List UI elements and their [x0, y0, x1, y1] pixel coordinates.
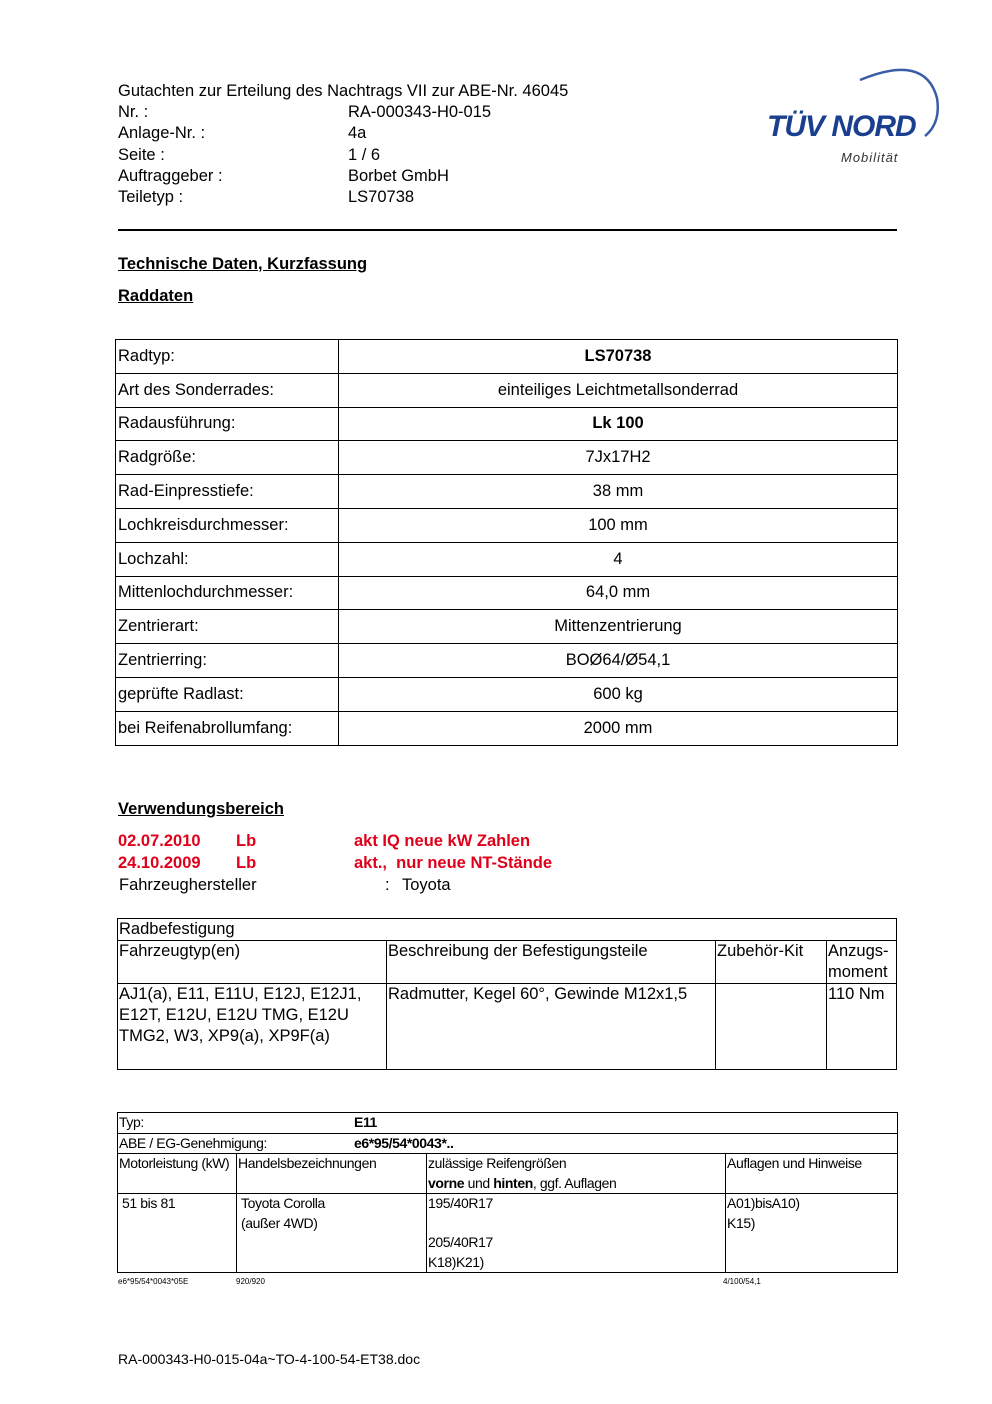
document-footer: RA-000343-H0-015-04a~TO-4-100-54-ET38.doc	[118, 1351, 421, 1367]
row-value: einteiliges Leichtmetallsonderrad	[339, 373, 898, 407]
change-date: 24.10.2009	[118, 854, 201, 872]
table-row	[118, 919, 897, 941]
hersteller-value: Toyota	[402, 876, 451, 894]
table-header-row	[118, 941, 897, 984]
row-label: geprüfte Radlast:	[116, 677, 339, 711]
table-row	[116, 407, 898, 441]
table-row	[116, 711, 898, 745]
table-row	[118, 1113, 898, 1134]
row-label: Mittenlochdurchmesser:	[116, 576, 339, 610]
change-date: 02.07.2010	[118, 832, 201, 850]
typ-label: Typ:	[119, 1114, 144, 1130]
column-header: Fahrzeugtyp(en)	[118, 941, 387, 984]
hersteller-separator: :	[385, 876, 390, 894]
row-value: 38 mm	[339, 475, 898, 509]
hersteller-label: Fahrzeughersteller	[119, 876, 257, 894]
column-header: Zubehör-Kit	[716, 941, 827, 984]
table-row	[116, 508, 898, 542]
column-header: Handelsbezeichnungen	[237, 1154, 427, 1194]
row-value: BOØ64/Ø54,1	[339, 644, 898, 678]
table-row	[116, 576, 898, 610]
change-author: Lb	[236, 832, 257, 850]
row-label: Zentrierart:	[116, 610, 339, 644]
row-label: Radausführung:	[116, 407, 339, 441]
header-field: Nr. : RA-000343-H0-015	[118, 103, 492, 122]
row-value: 7Jx17H2	[339, 441, 898, 475]
table-row	[118, 984, 897, 1070]
table-row	[116, 373, 898, 407]
table-row	[118, 1194, 898, 1273]
auflagen-cell: A01)bisA10) K15)	[726, 1194, 898, 1273]
abe-label: ABE / EG-Genehmigung:	[119, 1134, 268, 1151]
column-header: Beschreibung der Befestigungsteile	[387, 941, 716, 984]
row-value: Mittenzentrierung	[339, 610, 898, 644]
row-label: bei Reifenabrollumfang:	[116, 711, 339, 745]
document-title: Gutachten zur Erteilung des Nachtrags VII zur ABE-Nr. 46045	[118, 82, 569, 100]
change-text: akt IQ neue kW Zahlen	[354, 832, 531, 850]
raddaten-table	[115, 339, 898, 746]
row-label: Zentrierring:	[116, 644, 339, 678]
row-label: Lochzahl:	[116, 542, 339, 576]
befestigung-title: Radbefestigung	[118, 919, 897, 941]
header-divider	[118, 229, 897, 231]
table-cell: 110 Nm	[827, 984, 897, 1070]
row-label: Art des Sonderrades:	[116, 373, 339, 407]
small-footer-code: e6*95/54*0043*05E	[118, 1277, 189, 1286]
typ-value: E11	[354, 1114, 377, 1130]
table-cell: Radmutter, Kegel 60°, Gewinde M12x1,5	[387, 984, 716, 1070]
column-header: Auflagen und Hinweise	[726, 1154, 898, 1194]
table-cell	[716, 984, 827, 1070]
table-row	[116, 542, 898, 576]
column-header: zulässige Reifengrößen vorne und hinten, ggf. Auflagen	[427, 1154, 726, 1194]
tire-cell: 195/40R17 205/40R17 K18)K21)	[427, 1194, 726, 1273]
table-row	[116, 475, 898, 509]
row-value: 4	[339, 542, 898, 576]
column-header: Motorleistung (kW)	[118, 1154, 237, 1194]
section-technical-heading: Technische Daten, Kurzfassung	[118, 255, 368, 273]
document-header	[118, 81, 568, 208]
tuv-nord-logo	[765, 58, 945, 170]
row-value: 600 kg	[339, 677, 898, 711]
name-cell: Toyota Corolla (außer 4WD)	[237, 1194, 427, 1273]
table-row	[116, 441, 898, 475]
row-value: 100 mm	[339, 508, 898, 542]
abe-value: e6*95/54*0043*..	[354, 1134, 454, 1151]
header-field: Teiletyp : LS70738	[118, 188, 415, 207]
abe-row	[118, 1133, 898, 1154]
change-author: Lb	[236, 854, 257, 872]
row-label: Lochkreisdurchmesser:	[116, 508, 339, 542]
logo-subtitle: Mobilität	[841, 150, 899, 165]
typ-table	[117, 1112, 898, 1273]
row-value: Lk 100	[339, 407, 898, 441]
header-field: Auftraggeber : Borbet GmbH	[118, 166, 449, 185]
typ-row	[118, 1113, 898, 1134]
befestigung-table	[117, 918, 897, 1070]
table-cell: AJ1(a), E11, E11U, E12J, E12J1, E12T, E12U, E12U TMG, E12U TMG2, W3, XP9(a), XP9F(a)	[118, 984, 387, 1070]
table-header-row	[118, 1154, 898, 1194]
row-label: Rad-Einpresstiefe:	[116, 475, 339, 509]
header-field: Anlage-Nr. : 4a	[118, 124, 367, 143]
column-header: Anzugs- moment	[827, 941, 897, 984]
table-row	[116, 610, 898, 644]
small-footer-spec: 4/100/54,1	[723, 1277, 761, 1286]
row-value: 64,0 mm	[339, 576, 898, 610]
section-verwendung-heading: Verwendungsbereich	[118, 800, 284, 818]
header-field: Seite : 1 / 6	[118, 145, 381, 164]
table-row	[118, 1133, 898, 1154]
kw-cell: 51 bis 81	[118, 1194, 237, 1273]
row-label: Radgröße:	[116, 441, 339, 475]
row-value: LS70738	[339, 340, 898, 374]
table-row	[116, 644, 898, 678]
row-value: 2000 mm	[339, 711, 898, 745]
section-raddaten-heading: Raddaten	[118, 287, 194, 305]
table-row	[116, 677, 898, 711]
change-text: akt., nur neue NT-Stände	[354, 854, 553, 872]
row-label: Radtyp:	[116, 340, 339, 374]
table-row	[116, 340, 898, 374]
small-footer-number: 920/920	[236, 1277, 265, 1286]
logo-wordmark: TÜV NORD	[767, 110, 916, 143]
